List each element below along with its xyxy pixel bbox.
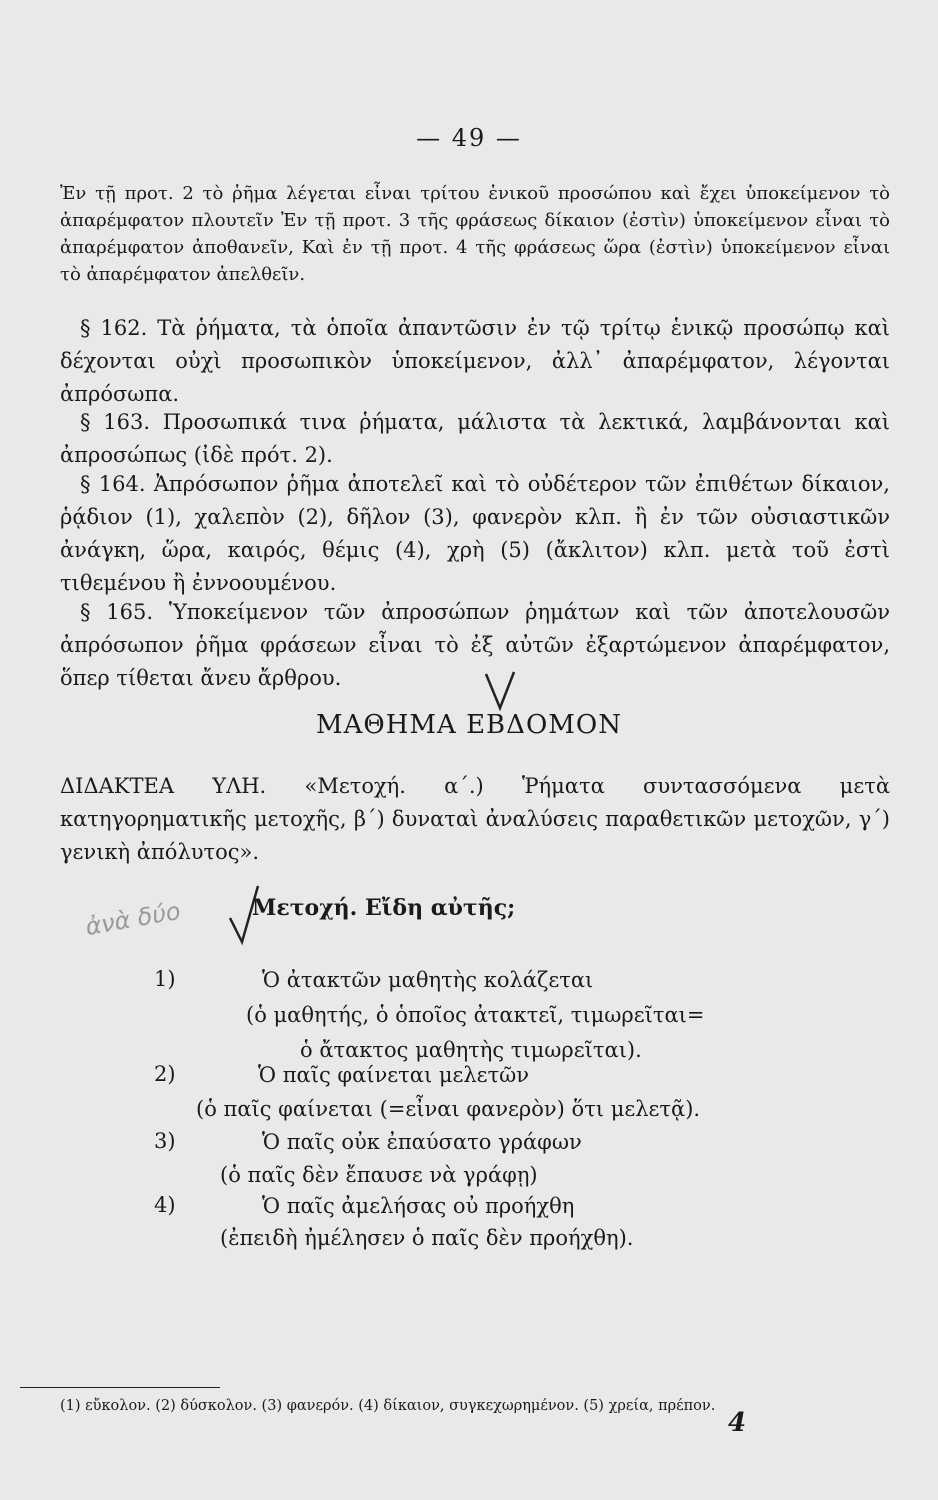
question-heading: Μετοχή. Εἴδη αὐτῆς; [252,895,516,921]
section-163: § 163. Προσωπικά τινα ῥήματα, μάλιστα τὰ λεκτικά, λαμβάνονται καὶ ἀπροσώπως (ἰδὲ πρότ. 2). [60,410,890,467]
footnote-rule [20,1387,220,1388]
example-line: Ὁ παῖς οὐκ ἐπαύσατο γράφων [262,1130,582,1154]
example-line: Ὁ ἀτακτῶν μαθητὴς κολάζεται [262,968,594,992]
footnotes: (1) εὔκολον. (2) δύσκολον. (3) φανερόν. (4) δίκαιον, συγκεχωρημένον. (5) χρεία, πρέπον. [60,1398,716,1414]
intro-paragraph: Ἐν τῇ προτ. 2 τὸ ῥῆμα λέγεται εἶναι τρίτου ἑνικοῦ προσώπου καὶ ἔχει ὑποκείμενον τὸ ἀπαρέμφατον πλουτεῖν Ἐν τῇ προτ. 3 τῆς φράσεως δίκαιον (ἐστὶν) ὑποκείμενον εἶναι τὸ ἀπαρέμφατον ἀποθανεῖν, Καὶ ἐν τῇ προτ. 4 τῆς φράσεως ὥρα (ἐστὶν) ὑποκείμενον εἶναι τὸ ἀπαρέμφατον ἀπελθεῖν. [60,183,890,285]
example-number: 4) [154,1193,176,1217]
lesson-heading: ΜΑΘΗΜΑ ΕΒΔΟΜΟΝ [316,710,622,740]
signature-mark: 4 [728,1408,747,1438]
example-number: 1) [154,967,176,991]
example-number: 3) [154,1129,176,1153]
page-number: — 49 — [416,124,522,152]
section-162: § 162. Τὰ ῥήματα, τὰ ὁποῖα ἀπαντῶσιν ἐν τῷ τρίτῳ ἑνικῷ προσώπῳ καὶ δέχονται οὐχὶ προσωπικὸν ὑποκείμενον, ἀλλ᾽ ἀπαρέμφατον, λέγονται ἀπρόσωπα. [60,316,890,406]
didaktea-paragraph: ΔΙΔΑΚΤΕΑ ΥΛΗ. «Μετοχή. α΄.) Ῥήματα συντασσόμενα μετὰ κατηγορηματικῆς μετοχῆς, β΄) δυναταὶ ἀναλύσεις παραθετικῶν μετοχῶν, γ΄) γενικὴ ἀπόλυτος». [60,774,890,864]
example-line: (ὁ μαθητής, ὁ ὁποῖος ἀτακτεῖ, τιμωρεῖται= [246,1003,705,1027]
example-line: (ὁ παῖς φαίνεται (=εἶναι φανερὸν) ὅτι μελετᾷ). [196,1097,701,1121]
example-line: Ὁ παῖς φαίνεται μελετῶν [258,1063,530,1087]
example-line: Ὁ παῖς ἀμελήσας οὐ προήχθη [262,1194,575,1218]
example-line: ὁ ἄτακτος μαθητὴς τιμωρεῖται). [300,1038,642,1062]
example-line: (ὁ παῖς δὲν ἔπαυσε νὰ γράφῃ) [220,1163,538,1187]
example-line: (ἐπειδὴ ἠμέλησεν ὁ παῖς δὲν προήχθη). [220,1226,634,1250]
checkmark-v-mark [482,668,522,712]
pencil-annotation: ἀνὰ δύο [83,896,183,942]
section-165: § 165. Ὑποκείμενον τῶν ἀπροσώπων ῥημάτων καὶ τῶν ἀποτελουσῶν ἀπρόσωπον ῥῆμα φράσεων εἶναι τὸ ἐξ αὐτῶν ἐξαρτώμενον ἀπαρέμφατον, ὅπερ τίθεται ἄνευ ἄρθρου. [60,600,890,690]
example-number: 2) [154,1062,176,1086]
section-164: § 164. Ἀπρόσωπον ῥῆμα ἀποτελεῖ καὶ τὸ οὐδέτερον τῶν ἐπιθέτων δίκαιον, ῥᾴδιον (1), χαλεπὸν (2), δῆλον (3), φανερὸν κλπ. ἢ ἐν τῶν οὐσιαστικῶν ἀνάγκη, ὥρα, καιρός, θέμις (4), χρὴ (5) (ἄκλιτον) κλπ. μετὰ τοῦ ἐστὶ τιθεμένου ἢ ἐννοουμένου. [60,472,890,595]
